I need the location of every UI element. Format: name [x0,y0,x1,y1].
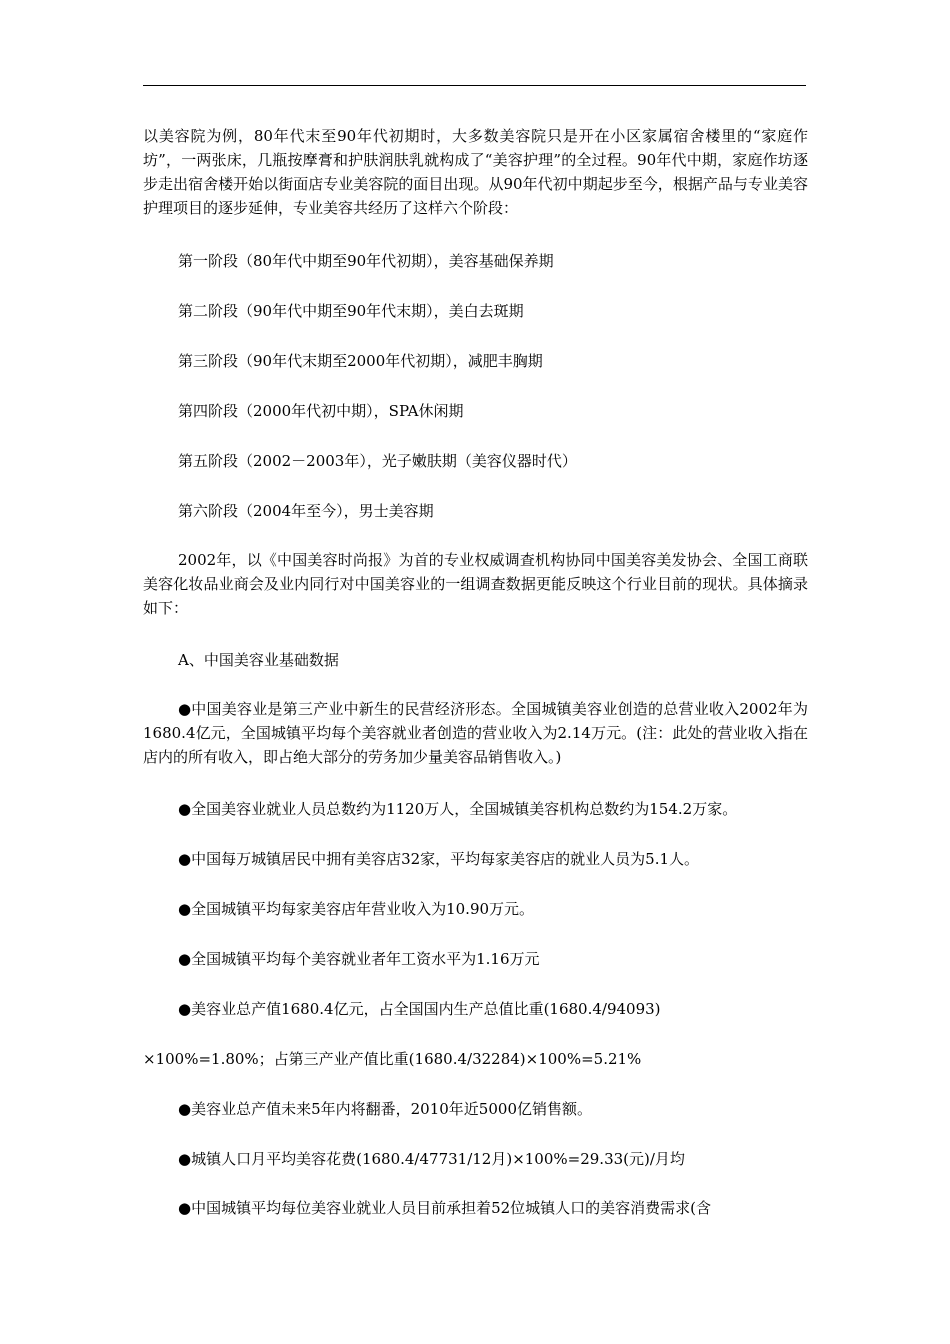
stage-item: 第五阶段（2002－2003年），光子嫩肤期（美容仪器时代） [178,452,577,470]
bullet-item: ●全国城镇平均每家美容店年营业收入为10.90万元。 [178,900,535,918]
bullet-item: ●全国城镇平均每个美容就业者年工资水平为1.16万元 [178,950,540,968]
survey-paragraph: 2002年，以《中国美容时尚报》为首的专业权威调查机构协同中国美容美发协会、全国工商联美容化妆品业商会及业内同行对中国美容业的一组调查数据更能反映这个行业目前的现状。具体摘录如下： [143,551,808,617]
header-rule [143,85,806,86]
bullet-item: ●全国美容业就业人员总数约为1120万人，全国城镇美容机构总数约为154.2万家。 [178,800,738,818]
bullet-item: ●美容业总产值1680.4亿元，占全国国内生产总值比重(1680.4/94093) [178,1000,661,1018]
bullet-item: ●美容业总产值未来5年内将翻番，2010年近5000亿销售额。 [178,1100,592,1118]
bullet-item: ●中国城镇平均每位美容业就业人员目前承担着52位城镇人口的美容消费需求(含 [178,1199,712,1217]
intro-paragraph: 以美容院为例，80年代末至90年代初期时，大多数美容院只是开在小区家属宿舍楼里的“家庭作坊”，一两张床，几瓶按摩膏和护肤润肤乳就构成了“美容护理”的全过程。90年代中期，家庭作坊逐步走出宿舍楼开始以街面店专业美容院的面目出现。从90年代初中期起步至今，根据产品与专业美容护理项目的逐步延伸，专业美容共经历了这样六个阶段： [143,127,808,217]
bullet-continuation: ×100%=1.80%；占第三产业产值比重(1680.4/32284)×100%=5.21% [143,1050,642,1068]
section-heading: A、中国美容业基础数据 [178,651,339,669]
stage-item: 第一阶段（80年代中期至90年代初期），美容基础保养期 [178,252,554,270]
stage-item: 第二阶段（90年代中期至90年代末期），美白去斑期 [178,302,524,320]
stage-item: 第六阶段（2004年至今），男士美容期 [178,502,434,520]
bullet-item: ●中国每万城镇居民中拥有美容店32家，平均每家美容店的就业人员为5.1人。 [178,850,700,868]
bullet-item: ●中国美容业是第三产业中新生的民营经济形态。全国城镇美容业创造的总营业收入2002年为1680.4亿元，全国城镇平均每个美容就业者创造的营业收入为2.14万元。(注：此处的营业收入指在店内的所有收入，即占绝大部分的劳务加少量美容品销售收入。) [143,700,808,766]
stage-item: 第四阶段（2000年代初中期），SPA休闲期 [178,402,464,420]
bullet-item: ●城镇人口月平均美容花费(1680.4/47731/12月)×100%=29.33(元)/月均 [178,1150,685,1168]
stage-item: 第三阶段（90年代末期至2000年代初期），减肥丰胸期 [178,352,543,370]
